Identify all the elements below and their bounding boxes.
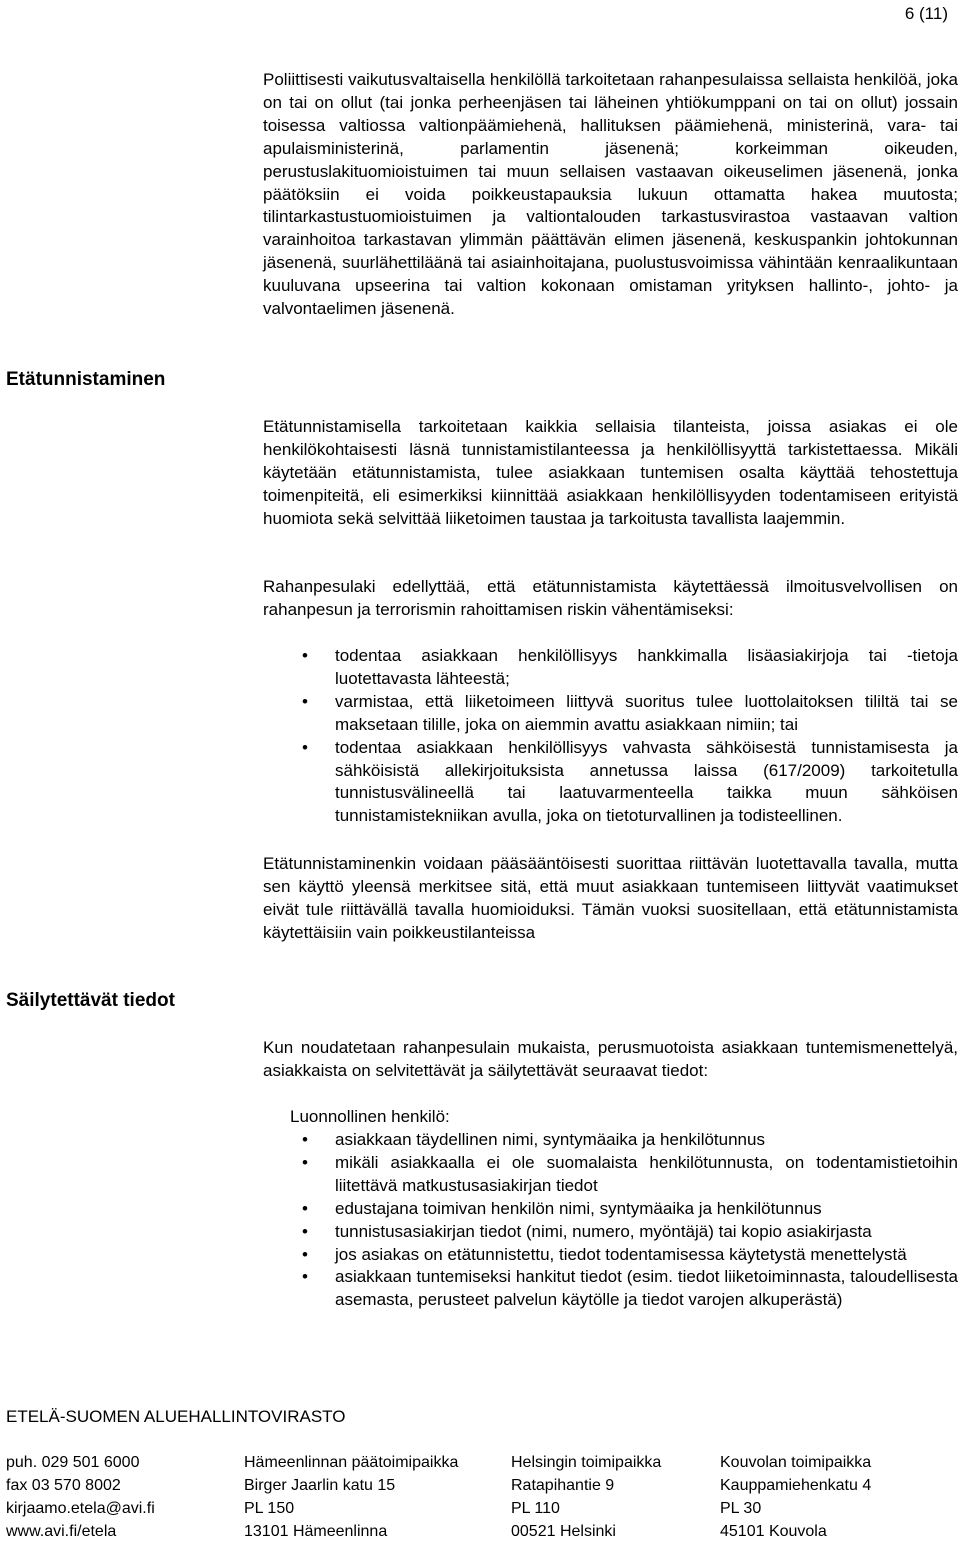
list-item: • varmistaa, että liiketoimeen liittyvä suoritus tulee luottolaitoksen tililtä tai se maksetaan tilille, joka on aiemmin avattu asiakkaan nimiin; tai [302,691,958,734]
footer-fax: fax 03 570 8002 [6,1477,121,1494]
footer-helsinki-column [511,1451,661,1543]
footer-postcode: 45101 Kouvola [720,1523,827,1540]
list-item: • jos asiakas on etätunnistettu, tiedot todentamisessa käytetystä menettelystä [263,1244,958,1267]
bullet-icon: • [302,646,308,665]
footer-po-box: PL 150 [244,1500,295,1517]
footer-office-name: Kouvolan toimipaikka [720,1454,872,1471]
footer-postcode: 13101 Hämeenlinna [244,1523,388,1540]
remote-bullet-list [263,645,958,828]
list-item: • tunnistusasiakirjan tiedot (nimi, numero, myöntäjä) tai kopio asiakirjasta [263,1221,958,1244]
footer-kouvola-column [720,1451,871,1543]
footer-office-name: Hämeenlinnan päätoimipaikka [244,1454,459,1471]
footer-email: kirjaamo.etela@avi.fi [6,1500,155,1517]
heading-sailytettavat-tiedot: Säilytettävät tiedot [6,990,175,1011]
footer-website: www.avi.fi/etela [6,1523,117,1540]
list-item: • todentaa asiakkaan henkilöllisyys vahvasta sähköisestä tunnistamisesta ja sähköisistä allekirjoituksista annetussa laissa (617/2009) tarkoitetulla tunnistusvälineellä tai laatuvarmenteella taikka muun sähköisen tunnistamistekniikan avulla, joka on tietoturvallinen ja todisteellinen. [302,737,958,826]
heading-etatunnistaminen: Etätunnistaminen [6,369,166,390]
subheading-natural-person: Luonnollinen henkilö: [290,1107,450,1126]
bullet-icon: • [302,1221,308,1241]
remote-paragraph-3: Etätunnistaminenkin voidaan pääsääntöisesti suorittaa riittävän luotettavalla tavalla, mutta sen käyttö yleensä merkitsee sitä, että muut asiakkaan tuntemiseen liittyvät vaatimukset eivät tule riittävällä tavalla huomioiduksi. Tämän vuoksi suositellaan, että etätunnistamista käytettäisiin vain poikkeustilanteissa [263,854,958,942]
footer-po-box: PL 30 [720,1500,762,1517]
footer-po-box: PL 110 [511,1500,560,1517]
list-item: • todentaa asiakkaan henkilöllisyys hankkimalla lisäasiakirjoja tai -tietoja luotettavasta lähteestä; [302,646,958,688]
remote-paragraph-1: Etätunnistamisella tarkoitetaan kaikkia sellaisia tilanteista, joissa asiakas ei ole henkilökohtaisesti läsnä tunnistamistilanteessa ja henkilöllisyyttä tarkistettaessa. Mikäli käytetään etätunnistamista, tulee asiakkaan tuntemisen osalta käyttää tehostettuja toimenpiteitä, eli esimerkiksi kiinnittää asiakkaan henkilöllisyyden todentamiseen erityistä huomiota sekä selvittää liiketoimen taustaa ja tarkoitusta tavallista laajemmin. [263,417,958,528]
page-number: 6 (11) [904,4,948,23]
bullet-icon: • [302,1152,308,1172]
bullet-icon: • [302,1244,308,1264]
footer-street: Birger Jaarlin katu 15 [244,1477,396,1494]
bullet-icon: • [302,737,308,757]
list-item: • edustajana toimivan henkilön nimi, syntymäaika ja henkilötunnus [263,1198,958,1221]
intro-paragraph: Poliittisesti vaikutusvaltaisella henkilöllä tarkoitetaan rahanpesulaissa sellaista henkilöä, joka on tai on ollut (tai jonka perheenjäsen tai läheinen yhtiökumppani on tai on ollut) jossain toisessa valtiossa valtionpäämiehenä, hallituksen päämiehenä, ministerinä, vara- tai apulaisministerinä, parlamentin jäsenenä; korkeimman oikeuden, perustuslakituomioistuimen tai muun sellaisen vastaavan oikeuselimen jäsenenä, jonka päätöksiin ei voida poikkeustapauksia lukuun ottamatta hakea muutosta; tilintarkastustuomioistuimen ja valtiontalouden tarkastusvirastoa vastaavan valtion varainhoitoa tarkastavan ylimmän päättävän elimen jäsenenä, keskuspankin johtokunnan jäsenenä, suurlähettiläänä tai asiainhoitajana, puolustusvoimissa vähintään kenraalikuntaan kuuluvana upseerina tai valtion kokonaan omistaman yrityksen hallinto-, johto- ja valvontaelimen jäsenenä. [263,70,958,319]
stored-paragraph-1: Kun noudatetaan rahanpesulain mukaista, perusmuotoista asiakkaan tuntemismenettelyä, asiakkaista on selvitettävät ja säilytettävät seuraavat tiedot: [263,1038,958,1080]
bullet-icon: • [302,1130,308,1149]
footer-postcode: 00521 Helsinki [511,1523,616,1540]
remote-paragraph-2: Rahanpesulaki edellyttää, että etätunnistamista käytettäessä ilmoitusvelvollisen on rahanpesun ja terrorismin rahoittamisen riskin vähentämiseksi: [263,577,958,619]
stored-bullet-list [263,1129,958,1312]
footer-organization: ETELÄ-SUOMEN ALUEHALLINTOVIRASTO [6,1407,346,1426]
footer-street: Kauppamiehenkatu 4 [720,1477,872,1494]
list-item: • asiakkaan tuntemiseksi hankitut tiedot (esim. tiedot liiketoiminnasta, taloudellisesta asemasta, perusteet palvelun käytölle ja tiedot varojen alkuperästä) [302,1267,958,1310]
list-item: • asiakkaan täydellinen nimi, syntymäaika ja henkilötunnus [263,1129,958,1152]
footer-contact-column [6,1451,155,1543]
footer-phone: puh. 029 501 6000 [6,1454,140,1471]
bullet-icon: • [302,1198,308,1218]
footer-office-name: Helsingin toimipaikka [511,1454,662,1471]
footer-hameenlinna-column [244,1451,458,1543]
list-item: • mikäli asiakkaalla ei ole suomalaista henkilötunnusta, on todentamistietoihin liitettävä matkustusasiakirjan tiedot [302,1152,958,1195]
footer-street: Ratapihantie 9 [511,1477,615,1494]
bullet-icon: • [302,691,308,711]
bullet-icon: • [302,1267,308,1287]
